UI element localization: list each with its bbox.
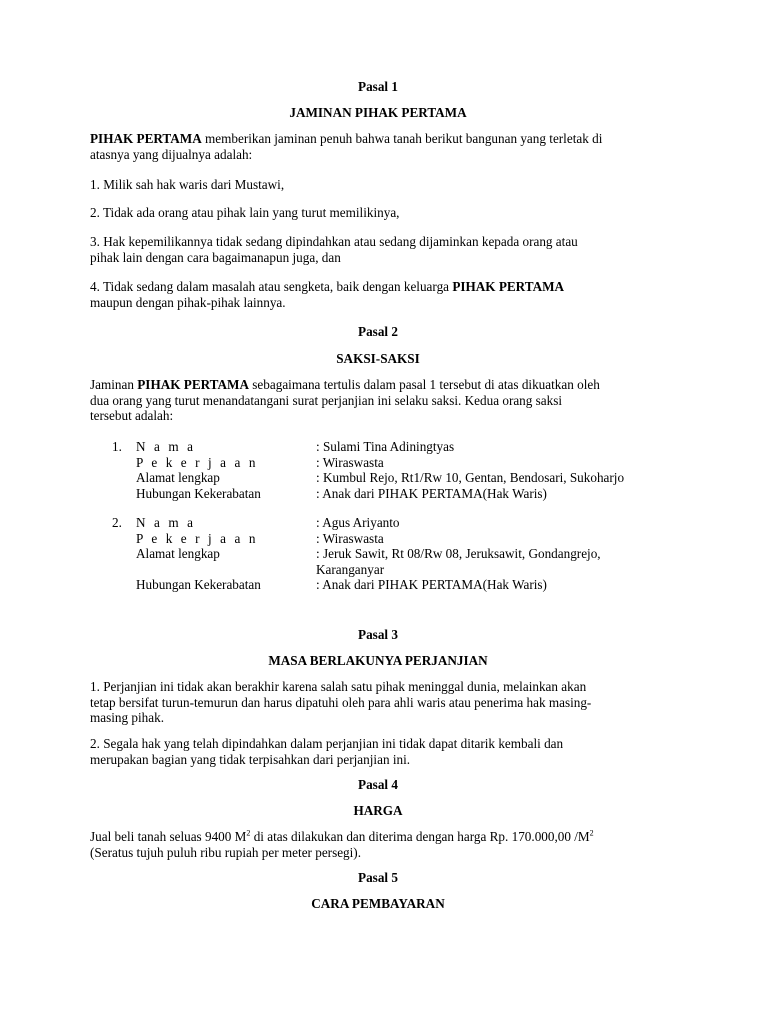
job-label: P e k e r j a a n xyxy=(136,454,259,470)
address-value: : Jeruk Sawit, Rt 08/Rw 08, Jeruksawit, Gondangrejo, xyxy=(316,546,601,561)
name-label: N a m a xyxy=(136,439,196,454)
superscript: 2 xyxy=(246,828,251,838)
intro-text: tersebut adalah: xyxy=(90,408,174,423)
price-text: di atas dilakukan dan diterima dengan harga Rp. 170.000,00 /M xyxy=(250,829,590,844)
pasal-3-number: Pasal 3 xyxy=(358,627,398,642)
address-value-continued: Karanganyar xyxy=(316,561,385,577)
pasal-2-intro xyxy=(90,377,670,424)
pasal-3-item-2 xyxy=(90,736,670,767)
pasal-1-intro xyxy=(90,131,670,162)
name-label: N a m a xyxy=(136,515,196,530)
item-text: masing pihak. xyxy=(90,710,164,725)
intro-text: Jaminan xyxy=(90,377,138,392)
address-label: Alamat lengkap xyxy=(136,546,220,561)
item-text: 1. Perjanjian ini tidak akan berakhir karena salah satu pihak meninggal dunia, melainkan akan xyxy=(90,679,587,694)
pasal-1-item-4 xyxy=(90,279,670,310)
relation-label: Hubungan Kekerabatan xyxy=(136,485,261,501)
price-text: (Seratus tujuh puluh ribu rupiah per meter persegi). xyxy=(90,844,362,860)
relation-value: : Anak dari PIHAK PERTAMA(Hak Waris) xyxy=(316,485,547,501)
pasal-2-title: SAKSI-SAKSI xyxy=(336,351,420,366)
job-label: P e k e r j a a n xyxy=(136,530,259,546)
witness-number: 1. xyxy=(112,439,122,454)
pasal-5-title: CARA PEMBAYARAN xyxy=(311,896,445,911)
party-name: PIHAK PERTAMA xyxy=(137,377,249,392)
job-value: : Wiraswasta xyxy=(316,530,384,546)
item-text: maupun dengan pihak-pihak lainnya. xyxy=(90,294,286,310)
pasal-1-item-2: 2. Tidak ada orang atau pihak lain yang turut memilikinya, xyxy=(90,205,400,220)
pasal-1-number: Pasal 1 xyxy=(358,79,398,94)
name-value: : Agus Ariyanto xyxy=(316,515,400,530)
relation-value: : Anak dari PIHAK PERTAMA(Hak Waris) xyxy=(316,577,547,592)
item-text: pihak lain dengan cara bagaimanapun juga, dan xyxy=(90,249,341,265)
intro-text: sebagaimana tertulis dalam pasal 1 tersebut di atas dikuatkan oleh xyxy=(249,377,600,392)
superscript: 2 xyxy=(589,828,594,838)
pasal-2-number: Pasal 2 xyxy=(358,324,398,339)
item-text: 3. Hak kepemilikannya tidak sedang dipindahkan atau sedang dijaminkan kepada orang atau xyxy=(90,234,578,249)
pasal-4-price xyxy=(90,829,670,860)
pasal-5-number: Pasal 5 xyxy=(358,870,398,885)
address-value: : Kumbul Rejo, Rt1/Rw 10, Gentan, Bendosari, Sukoharjo xyxy=(316,470,625,485)
pasal-1-item-1: 1. Milik sah hak waris dari Mustawi, xyxy=(90,177,285,192)
pasal-4-title: HARGA xyxy=(353,803,403,818)
intro-text: atasnya yang dijualnya adalah: xyxy=(90,146,253,162)
item-text: 4. Tidak sedang dalam masalah atau sengketa, baik dengan keluarga xyxy=(90,279,453,294)
relation-label: Hubungan Kekerabatan xyxy=(136,577,261,592)
pasal-3-item-1 xyxy=(90,679,670,726)
pasal-1-item-3 xyxy=(90,234,670,265)
intro-text: dua orang yang turut menandatangani surat perjanjian ini selaku saksi. Kedua orang saksi xyxy=(90,392,563,408)
party-name: PIHAK PERTAMA xyxy=(90,131,202,146)
item-text: 2. Segala hak yang telah dipindahkan dalam perjanjian ini tidak dapat ditarik kembali dan xyxy=(90,736,564,751)
item-text: merupakan bagian yang tidak terpisahkan dari perjanjian ini. xyxy=(90,751,411,767)
witness-number: 2. xyxy=(112,515,122,530)
witness-2 xyxy=(112,515,682,593)
address-label: Alamat lengkap xyxy=(136,470,220,485)
price-text: Jual beli tanah seluas 9400 M xyxy=(90,829,247,844)
pasal-4-number: Pasal 4 xyxy=(358,777,398,792)
intro-text: memberikan jaminan penuh bahwa tanah berikut bangunan yang terletak di xyxy=(201,131,603,146)
pasal-1-title: JAMINAN PIHAK PERTAMA xyxy=(289,105,467,120)
witness-1 xyxy=(112,439,682,501)
name-value: : Sulami Tina Adiningtyas xyxy=(316,439,455,454)
pasal-3-title: MASA BERLAKUNYA PERJANJIAN xyxy=(268,653,488,668)
item-text: tetap bersifat turun-temurun dan harus dipatuhi oleh para ahli waris atau penerima hak masing- xyxy=(90,694,592,710)
job-value: : Wiraswasta xyxy=(316,454,384,470)
party-name: PIHAK PERTAMA xyxy=(452,279,565,294)
